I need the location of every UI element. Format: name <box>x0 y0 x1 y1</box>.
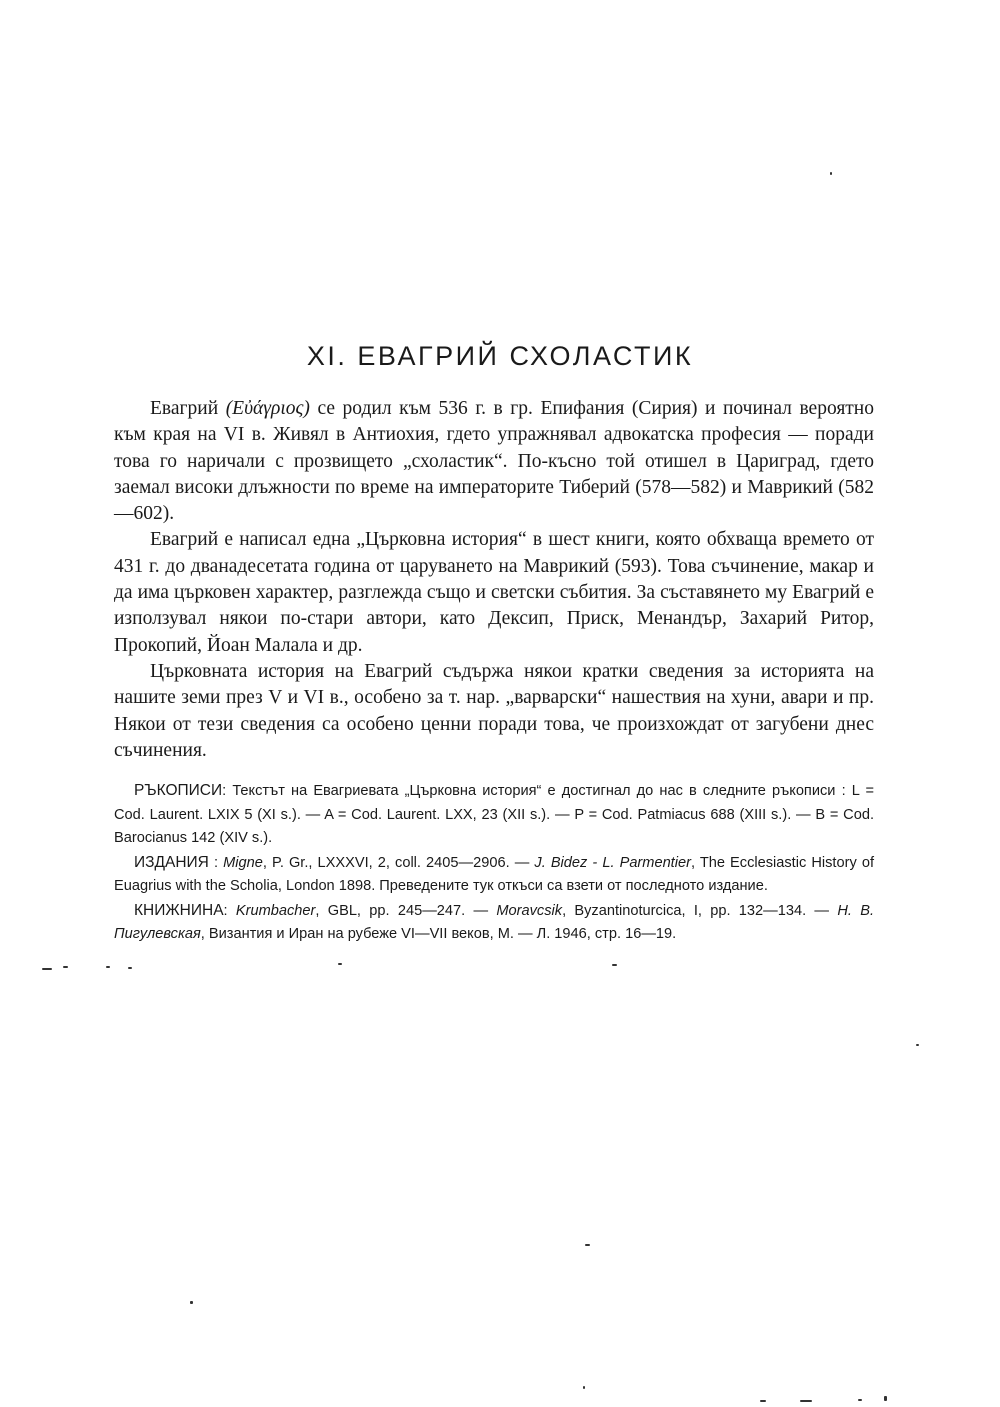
editions-sep: : <box>208 854 224 871</box>
scan-speck <box>612 964 617 966</box>
scan-speck <box>884 1396 887 1401</box>
scan-speck <box>830 172 832 175</box>
scan-speck <box>800 1400 812 1402</box>
manuscripts-label: РЪКОПИСИ <box>134 782 223 799</box>
literature-author-2: Moravcsik <box>496 902 563 919</box>
bibliography-notes <box>114 779 874 947</box>
paragraph-3: Църковната история на Евагрий съдържа някои кратки сведения за историята на нашите земи през V и VI в., особено за т. нар. „варварски“ нашествия на хуни, авари и пр. Някои от тези сведения са особено ценни поради това, че произхождат от загубени днес съчинения. <box>114 660 874 761</box>
scan-speck <box>916 1044 919 1046</box>
editions-text-2: , The Ecclesiastic History of Euagrius with the Scholia, London 1898. Преведените тук откъси са взети от последното издание. <box>114 854 875 894</box>
scan-speck <box>858 1399 862 1401</box>
manuscripts-text: : Текстът на Евагриевата „Църковна история“ е достигнал до нас в следните ръкописи : L = Cod. Laurent. LXIX 5 (XI s.). — A = Cod. Laurent. LXX, 23 (XII s.). — P = Cod. Patmiacus 688 (XIII s.). — B = Cod. Barocianus 142 (XIV s.). <box>114 783 874 846</box>
literature-text-3: , Византия и Иран на рубеже VI—VII веков, М. — Л. 1946, стр. 16—19. <box>200 926 677 942</box>
paragraph-text: се родил към 536 г. в гр. Епифания (Сирия) и починал вероятно към края на VI в. Живял в Антиохия, гдето упражнявал адвокатска професия — поради това го наричали с прозвището „схоластик“. По-късно той отишел в Цариград, гдето заемал високи длъжности по време на императорите Тиберий (578—582) и Маврикий (582—602). <box>114 398 874 525</box>
editions-text-1: , P. Gr., LXXXVI, 2, coll. 2405—2906. — <box>262 854 535 871</box>
literature-note <box>114 899 874 947</box>
scan-speck <box>106 966 110 968</box>
greek-name: (Εὐάγριος) <box>225 398 310 419</box>
editions-author-1: Migne <box>223 854 263 871</box>
manuscripts-note <box>114 779 874 851</box>
scan-speck <box>63 966 68 968</box>
scan-speck <box>190 1301 193 1304</box>
editions-label: ИЗДАНИЯ <box>134 853 209 871</box>
editions-note <box>114 851 874 899</box>
editions-author-2: J. Bidez - L. Parmentier <box>534 854 691 871</box>
paragraph-lead: Евагрий <box>150 398 226 419</box>
literature-text-2: , Byzantinoturcica, I, pp. 132—134. — <box>562 902 838 919</box>
scan-speck <box>585 1244 590 1246</box>
paragraph-2: Евагрий е написал една „Църковна история“ в шест книги, която обхваща времето от 431 г. до дванадесетата година от царуването на Маврикий (593). Това съчинение, макар и да има църковен характер, разглежда също и светски събития. За съставянето му Евагрий е използувал някои по-стари автори, като Дексип, Приск, Менандър, Захарий Ритор, Прокопий, Йоан Малала и др. <box>114 529 874 656</box>
scan-speck <box>42 968 52 970</box>
literature-author-3: Н. В. Пигулевская <box>114 902 874 942</box>
scan-speck <box>338 963 342 965</box>
literature-text-1: , GBL, pp. 245—247. — <box>315 902 497 919</box>
main-text <box>114 396 874 764</box>
paragraph-1 <box>114 396 874 527</box>
literature-author-1: Krumbacher <box>235 902 316 919</box>
literature-sep: : <box>223 902 236 919</box>
chapter-title: XI. ЕВАГРИЙ СХОЛАСТИК <box>306 341 694 371</box>
scan-speck <box>760 1400 766 1402</box>
literature-label: КНИЖНИНА <box>134 901 224 919</box>
scan-speck <box>583 1386 585 1389</box>
scan-speck <box>128 967 132 969</box>
